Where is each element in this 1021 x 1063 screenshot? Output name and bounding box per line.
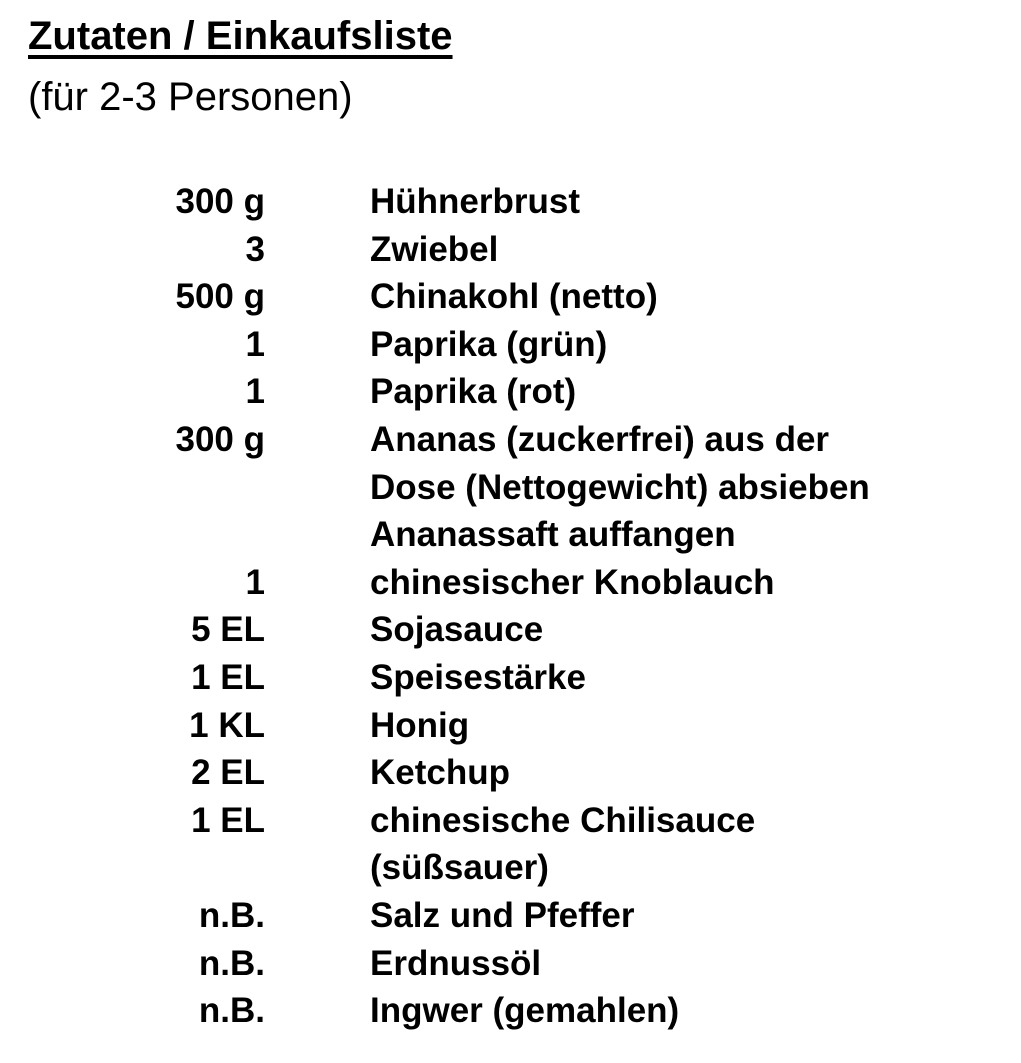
ingredient-name-line: Zwiebel	[370, 229, 499, 269]
ingredient-name	[370, 987, 990, 1035]
ingredient-quantity: 1	[245, 372, 265, 412]
ingredient-name	[370, 368, 990, 416]
ingredient-row	[0, 321, 1021, 369]
ingredient-row	[0, 749, 1021, 797]
ingredient-row	[0, 368, 1021, 416]
ingredient-row	[0, 892, 1021, 940]
page-title: Zutaten / Einkaufsliste	[28, 14, 453, 58]
ingredient-name	[370, 416, 990, 559]
ingredient-name	[370, 702, 990, 750]
ingredient-name	[370, 559, 990, 607]
ingredient-quantity: 3	[245, 229, 265, 269]
page-subtitle: (für 2-3 Personen)	[28, 75, 353, 119]
ingredient-name	[370, 321, 990, 369]
ingredient-row	[0, 559, 1021, 607]
ingredient-row	[0, 987, 1021, 1035]
ingredient-name	[370, 226, 990, 274]
ingredient-row	[0, 273, 1021, 321]
ingredient-row	[0, 416, 1021, 559]
ingredient-quantity: 1	[245, 324, 265, 364]
ingredient-quantity: 5 EL	[191, 610, 265, 650]
ingredient-name-line: Sojasauce	[370, 610, 544, 650]
ingredient-row	[0, 606, 1021, 654]
ingredient-name-line: Speisestärke	[370, 657, 586, 697]
ingredient-name-line: Paprika (rot)	[370, 372, 577, 412]
ingredient-name	[370, 940, 990, 988]
ingredient-quantity: n.B.	[198, 895, 265, 935]
ingredient-name	[370, 892, 990, 940]
ingredient-name-line: Paprika (grün)	[370, 324, 608, 364]
ingredient-quantity: 300 g	[175, 182, 265, 221]
ingredient-name-line: Ketchup	[370, 753, 510, 793]
ingredient-quantity: 1 KL	[189, 705, 265, 745]
ingredient-quantity: 300 g	[175, 419, 265, 459]
ingredient-name-line: Honig	[370, 705, 470, 745]
ingredient-name-line: Salz und Pfeffer	[370, 895, 635, 935]
ingredient-quantity: 1 EL	[191, 657, 265, 697]
ingredient-quantity: 2 EL	[191, 753, 265, 793]
ingredient-quantity: n.B.	[198, 943, 265, 983]
ingredient-row	[0, 226, 1021, 274]
ingredient-name-line: Ananassaft auffangen	[370, 515, 736, 555]
ingredient-quantity: n.B.	[198, 991, 265, 1031]
ingredient-name-line: chinesische Chilisauce	[370, 800, 756, 840]
ingredient-name	[370, 797, 990, 892]
ingredient-quantity: 500 g	[175, 277, 265, 317]
ingredient-name	[370, 654, 990, 702]
ingredient-row	[0, 178, 1021, 226]
ingredient-quantity: 1	[245, 562, 265, 602]
ingredient-list	[0, 178, 1021, 1035]
ingredient-name	[370, 178, 990, 226]
ingredient-quantity: 1 EL	[191, 800, 265, 840]
ingredient-name-line: (süßsauer)	[370, 848, 549, 888]
ingredient-row	[0, 654, 1021, 702]
ingredient-name-line: chinesischer Knoblauch	[370, 562, 775, 602]
ingredient-name	[370, 606, 990, 654]
ingredient-name	[370, 273, 990, 321]
ingredient-row	[0, 940, 1021, 988]
ingredient-name	[370, 749, 990, 797]
ingredient-name-line: Chinakohl (netto)	[370, 277, 658, 317]
ingredient-row	[0, 797, 1021, 892]
ingredient-name-line: Ananas (zuckerfrei) aus der	[370, 419, 830, 459]
ingredient-name-line: Hühnerbrust	[370, 182, 580, 221]
ingredient-row	[0, 702, 1021, 750]
ingredient-name-line: Ingwer (gemahlen)	[370, 991, 680, 1031]
ingredient-name-line: Erdnussöl	[370, 943, 542, 983]
ingredient-name-line: Dose (Nettogewicht) absieben	[370, 467, 870, 507]
